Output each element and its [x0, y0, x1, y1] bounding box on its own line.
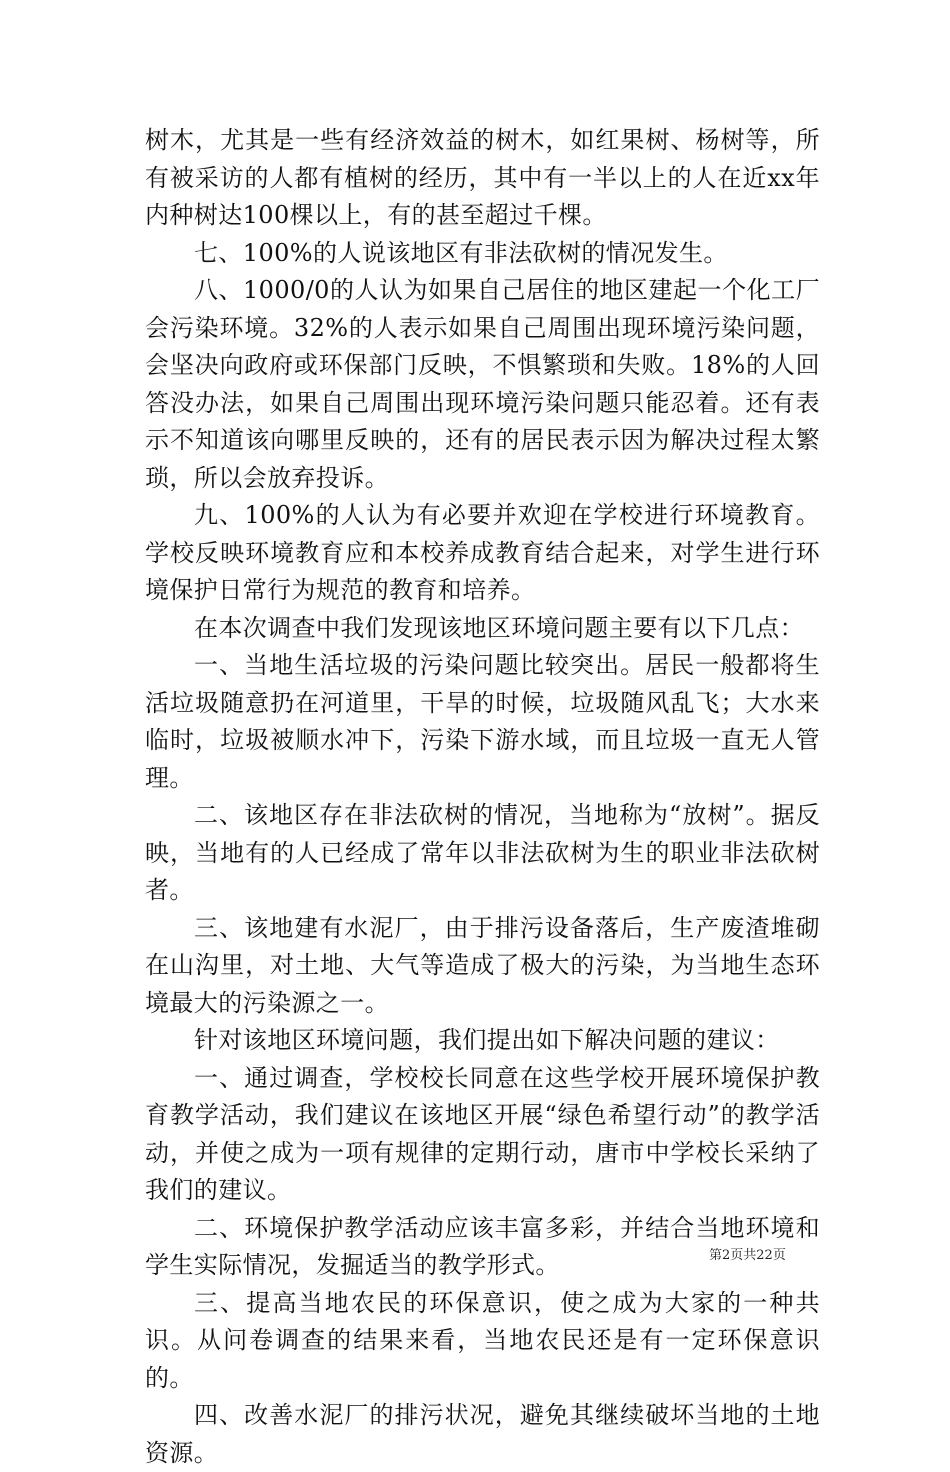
paragraph: 针对该地区环境问题，我们提出如下解决问题的建议：	[194, 1026, 780, 1054]
paragraph: 三、提高当地农民的环保意识，使之成为大家的一种共识。从问卷调查的结果来看，当地农民还是有一定环保意识的。	[145, 1288, 820, 1392]
page-number-footer: 第2页共22页	[709, 1248, 786, 1263]
paragraph: 一、通过调查，学校校长同意在这些学校开展环境保护教育教学活动，我们建议在该地区开展“绿色希望行动”的教学活动，并使之成为一项有规律的定期行动，唐市中学校长采纳了我们的建议。	[145, 1063, 820, 1204]
paragraph: 九、100%的人认为有必要并欢迎在学校进行环境教育。学校反映环境教育应和本校养成教育结合起来，对学生进行环境保护日常行为规范的教育和培养。	[145, 501, 820, 604]
paragraph: 在本次调查中我们发现该地区环境问题主要有以下几点：	[194, 613, 804, 642]
paragraph: 四、改善水泥厂的排污状况，避免其继续破坏当地的土地资源。	[145, 1401, 820, 1467]
paragraph: 七、100%的人说该地区有非法砍树的情况发生。	[194, 238, 728, 267]
paragraph: 一、当地生活垃圾的污染问题比较突出。居民一般都将生活垃圾随意扔在河道里，干旱的时候，垃圾随风乱飞；大水来临时，垃圾被顺水冲下，污染下游水域，而且垃圾一直无人管理。	[145, 651, 820, 792]
paragraph: 八、1000/0的人认为如果自己居住的地区建起一个化工厂会污染环境。32%的人表示如果自己周围出现环境污染问题，会坚决向政府或环保部门反映，不惧繁琐和失败。18%的人回答没办法，如果自己周围出现环境污染问题只能忍着。还有表示不知道该向哪里反映的，还有的居民表示因为解决过程太繁琐，所以会放弃投诉。	[145, 276, 820, 492]
paragraph: 树木，尤其是一些有经济效益的树木，如红果树、杨树等，所有被采访的人都有植树的经历，其中有一半以上的人在近xx年内种树达100棵以上，有的甚至超过千棵。	[145, 126, 820, 229]
paragraph: 二、环境保护教学活动应该丰富多彩，并结合当地环境和学生实际情况，发掘适当的教学形式。	[145, 1213, 820, 1279]
paragraph: 二、该地区存在非法砍树的情况，当地称为“放树”。据反映，当地有的人已经成了常年以非法砍树为生的职业非法砍树者。	[145, 801, 820, 904]
document-body	[145, 122, 820, 1472]
paragraph: 三、该地建有水泥厂，由于排污设备落后，生产废渣堆砌在山沟里，对土地、大气等造成了极大的污染，为当地生态环境最大的污染源之一。	[145, 913, 820, 1017]
